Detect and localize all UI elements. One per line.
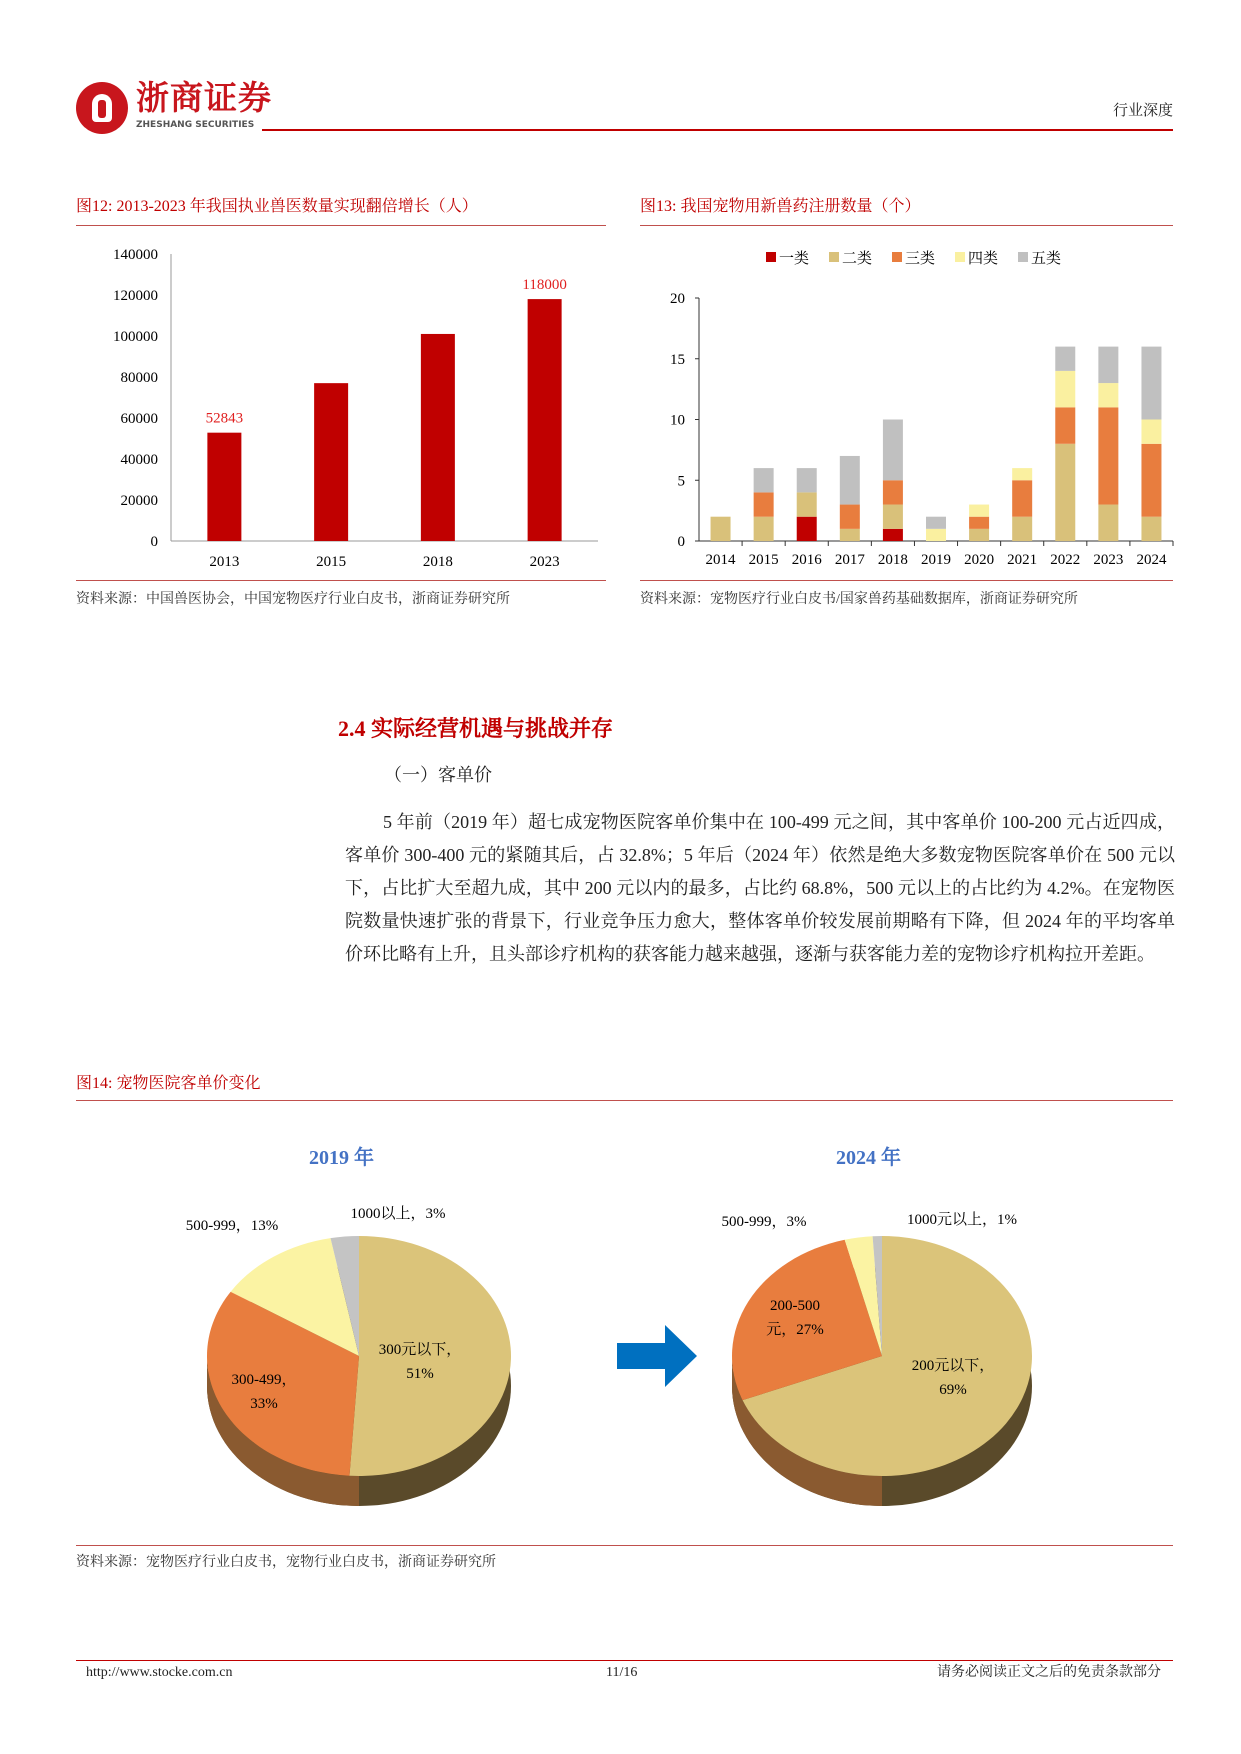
footer-url[interactable]: http://www.stocke.com.cn: [86, 1665, 233, 1680]
pie-2024-title: 2024 年: [836, 1147, 901, 1169]
divider: [640, 580, 1173, 581]
divider: [76, 1100, 1173, 1101]
y-tick-label: 0: [677, 534, 685, 550]
divider: [76, 580, 606, 581]
y-tick-label: 20000: [120, 493, 158, 509]
body-paragraph: 5 年前（2019 年）超七成宠物医院客单价集中在 100-499 元之间，其中客单价 100-200 元占近四成，客单价 300-400 元的紧随其后，占 32.8%；5 年后（2024 年）依然是绝大多数宠物医院客单价在 500 元以下，占比扩大至超九成，其中 200 元以内的最多，占比约 68.8%，500 元以上的占比约为 4.2%。在宠物医院数量快速扩张的背景下，行业竞争压力愈大，整体客单价较发展前期略有下降，但 2024 年的平均客单价环比略有上升，且头部诊疗机构的获客能力越来越强，逐渐与获客能力差的宠物诊疗机构拉开差距。: [345, 812, 1175, 964]
footer-disclaimer: 请务必阅读正文之后的免责条款部分: [937, 1665, 1161, 1680]
pie-label: 300-499，: [231, 1372, 297, 1388]
fig14-caption: 图14: 宠物医院客单价变化: [76, 1075, 261, 1092]
bar-segment-三类: [1055, 407, 1075, 443]
pie-label-value: 51%: [406, 1366, 434, 1382]
y-tick-label: 15: [670, 351, 685, 368]
brand-name-en: ZHESHANG SECURITIES: [136, 120, 255, 130]
x-tick-label: 2022: [1050, 552, 1081, 568]
y-tick-label: 80000: [120, 370, 158, 386]
x-tick-label: 2023: [529, 554, 560, 570]
y-tick-label: 20: [670, 291, 685, 307]
bar-segment-四类: [1012, 468, 1032, 480]
bar-segment-二类: [969, 529, 989, 541]
legend-label: 四类: [968, 251, 999, 267]
section-subtitle: （一）客单价: [384, 765, 492, 785]
y-tick-label: 40000: [120, 452, 158, 468]
legend-swatch: [892, 252, 902, 262]
bar-segment-五类: [1141, 347, 1161, 420]
bar-segment-二类: [1098, 505, 1118, 541]
bar-segment-五类: [797, 468, 817, 492]
legend-label: 一类: [779, 251, 810, 267]
bar-segment-五类: [1055, 347, 1075, 371]
x-tick-label: 2014: [705, 552, 736, 568]
pie-label-value: 元，27%: [766, 1322, 824, 1338]
x-tick-label: 2023: [1093, 552, 1124, 568]
bar-segment-三类: [754, 492, 774, 516]
doc-type: 行业深度: [1112, 103, 1173, 119]
x-tick-label: 2015: [748, 552, 779, 568]
bar: [314, 383, 348, 541]
pie-label: 500-999，13%: [185, 1218, 279, 1234]
data-label: 118000: [522, 277, 567, 294]
bar-segment-五类: [1098, 347, 1118, 383]
bar-segment-二类: [711, 517, 731, 541]
legend-label: 三类: [905, 251, 936, 267]
legend-swatch: [1018, 252, 1028, 262]
bar-segment-四类: [969, 505, 989, 517]
fig13-caption: 图13: 我国宠物用新兽药注册数量（个）: [640, 198, 921, 215]
bar-segment-三类: [883, 480, 903, 504]
legend-swatch: [829, 252, 839, 262]
pie-label: 300元以下，: [378, 1342, 462, 1358]
fig14-source: 资料来源：宠物医疗行业白皮书，宠物行业白皮书，浙商证券研究所: [76, 1555, 496, 1570]
bar-segment-一类: [883, 529, 903, 541]
x-tick-label: 2016: [791, 552, 822, 568]
y-tick-label: 120000: [113, 288, 158, 304]
x-tick-label: 2018: [422, 554, 453, 570]
x-tick-label: 2017: [834, 552, 865, 568]
fig12-caption: 图12: 2013-2023 年我国执业兽医数量实现翻倍增长（人）: [76, 198, 478, 215]
x-tick-label: 2024: [1136, 552, 1167, 568]
bar-segment-三类: [1141, 444, 1161, 517]
x-tick-label: 2020: [964, 552, 995, 568]
bar-segment-四类: [1055, 371, 1075, 407]
bar-segment-二类: [1141, 517, 1161, 541]
bar-segment-二类: [1012, 517, 1032, 541]
pie-label: 200元以下，: [911, 1358, 995, 1374]
bar-segment-四类: [1141, 420, 1161, 444]
bar-segment-三类: [1098, 407, 1118, 504]
bar-segment-二类: [1055, 444, 1075, 541]
legend-label: 二类: [842, 251, 873, 267]
divider: [640, 225, 1173, 226]
pie-label: 500-999，3%: [721, 1214, 807, 1230]
brand-name: 浙商证券: [136, 78, 272, 117]
bar-segment-五类: [926, 517, 946, 529]
bar-segment-二类: [797, 492, 817, 516]
y-tick-label: 5: [677, 473, 685, 490]
y-tick-label: 0: [150, 534, 158, 550]
x-tick-label: 2013: [209, 554, 240, 570]
bar-segment-一类: [797, 517, 817, 541]
pie-label: 1000元以上，1%: [907, 1212, 1017, 1228]
section-title: 2.4 实际经营机遇与挑战并存: [338, 716, 614, 741]
bar: [528, 299, 562, 541]
bar-segment-四类: [1098, 383, 1118, 407]
footer-rule: [76, 1660, 1173, 1661]
x-tick-label: 2019: [921, 552, 951, 568]
pie-label: 200-500: [770, 1298, 820, 1314]
x-tick-label: 2015: [316, 554, 347, 570]
y-tick-label: 10: [670, 412, 685, 429]
bar: [421, 334, 455, 541]
pie-label-value: 33%: [250, 1396, 278, 1412]
bar-segment-五类: [754, 468, 774, 492]
page-number: 11/16: [606, 1665, 638, 1680]
y-tick-label: 140000: [113, 247, 158, 263]
bar-segment-三类: [840, 505, 860, 529]
bar-segment-三类: [969, 517, 989, 529]
bar: [207, 433, 241, 541]
pie-2019-title: 2019 年: [309, 1147, 374, 1169]
bar-segment-五类: [840, 456, 860, 505]
x-tick-label: 2021: [1007, 552, 1038, 568]
pie-label: 1000以上，3%: [350, 1206, 446, 1222]
pie-label-value: 69%: [939, 1382, 967, 1398]
fig13-source: 资料来源：宠物医疗行业白皮书/国家兽药基础数据库，浙商证券研究所: [640, 592, 1078, 607]
bar-segment-二类: [883, 505, 903, 529]
bar-segment-二类: [840, 529, 860, 541]
legend-swatch: [766, 252, 776, 262]
bar-segment-四类: [926, 529, 946, 541]
fig12-chart: [0, 0, 1241, 620]
bar-segment-二类: [754, 517, 774, 541]
fig12-source: 资料来源：中国兽医协会，中国宠物医疗行业白皮书，浙商证券研究所: [76, 592, 510, 607]
x-tick-label: 2018: [877, 552, 908, 568]
bar-segment-五类: [883, 420, 903, 481]
legend-swatch: [955, 252, 965, 262]
y-tick-label: 100000: [113, 329, 158, 345]
y-tick-label: 60000: [120, 411, 158, 427]
divider: [76, 1545, 1173, 1546]
legend-label: 五类: [1031, 251, 1062, 267]
data-label: 52843: [205, 410, 244, 427]
bar-segment-三类: [1012, 480, 1032, 516]
arrow-right-icon: [617, 1325, 697, 1387]
